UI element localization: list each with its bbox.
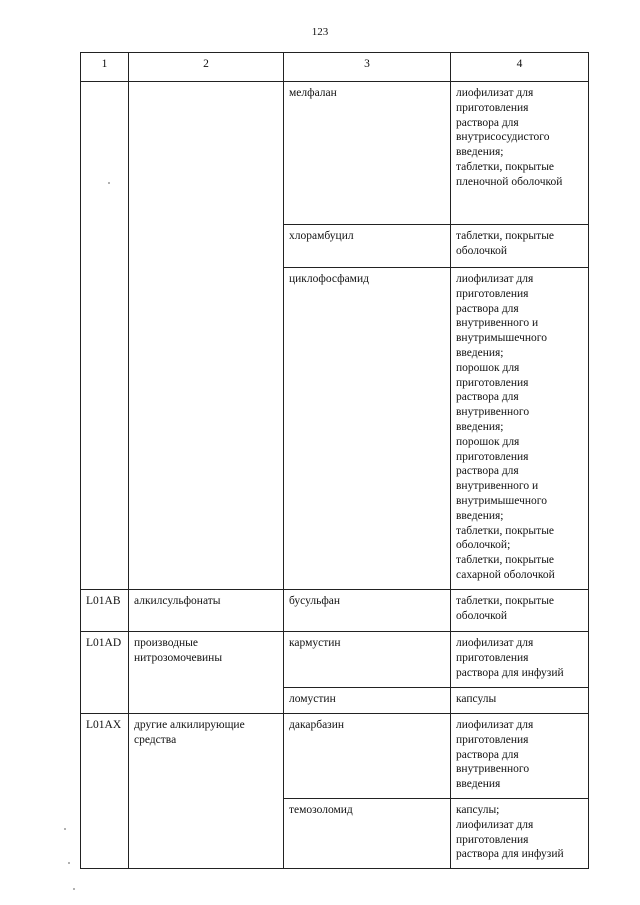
drug-name-cell: бусульфан	[284, 590, 451, 632]
scan-mark	[64, 828, 66, 830]
drug-name-cell: кармустин	[284, 632, 451, 688]
drug-name-cell: хлорамбуцил	[284, 225, 451, 268]
dosage-form-cell: капсулы	[451, 688, 589, 714]
atc-code-cell: L01AX	[81, 714, 129, 869]
table-row	[81, 632, 589, 688]
table-row	[81, 82, 589, 225]
atc-code-cell	[81, 82, 129, 590]
drug-name-cell: темозоломид	[284, 799, 451, 869]
drug-name-cell: дакарбазин	[284, 714, 451, 799]
dosage-form-cell: лиофилизат для приготовления раствора для внутрисосудистого введения; таблетки, покрытые пленочной оболочкой	[451, 82, 589, 225]
scan-mark	[68, 862, 70, 864]
dosage-form-cell: лиофилизат для приготовления раствора для внутривенного введения	[451, 714, 589, 799]
drug-name-cell: ломустин	[284, 688, 451, 714]
column-header: 2	[129, 53, 284, 82]
atc-code-cell: L01AB	[81, 590, 129, 632]
dosage-form-cell: таблетки, покрытые оболочкой	[451, 225, 589, 268]
drug-name-cell: мелфалан	[284, 82, 451, 225]
dosage-form-cell: таблетки, покрытые оболочкой	[451, 590, 589, 632]
group-cell: другие алкилирующие средства	[129, 714, 284, 869]
column-header: 3	[284, 53, 451, 82]
column-header: 4	[451, 53, 589, 82]
scan-mark	[73, 888, 75, 890]
table-row	[81, 590, 589, 632]
page-number: 123	[311, 26, 329, 38]
table-row	[81, 714, 589, 799]
scan-mark	[108, 182, 110, 184]
dosage-form-cell: лиофилизат для приготовления раствора для внутривенного и внутримышечного введения; порошок для приготовления раствора для внутривенного введения; порошок для приготовления раствора для внутривенного и внутримышечного введения; таблетки, покрытые оболочкой; таблетки, покрытые сахарной оболочкой	[451, 268, 589, 590]
drug-name-cell: циклофосфамид	[284, 268, 451, 590]
table-header-row	[81, 53, 589, 82]
column-header: 1	[81, 53, 129, 82]
group-cell	[129, 82, 284, 590]
group-cell: производные нитрозомочевины	[129, 632, 284, 714]
drug-table	[80, 52, 589, 869]
dosage-form-cell: капсулы; лиофилизат для приготовления раствора для инфузий	[451, 799, 589, 869]
dosage-form-cell: лиофилизат для приготовления раствора для инфузий	[451, 632, 589, 688]
atc-code-cell: L01AD	[81, 632, 129, 714]
group-cell: алкилсульфонаты	[129, 590, 284, 632]
